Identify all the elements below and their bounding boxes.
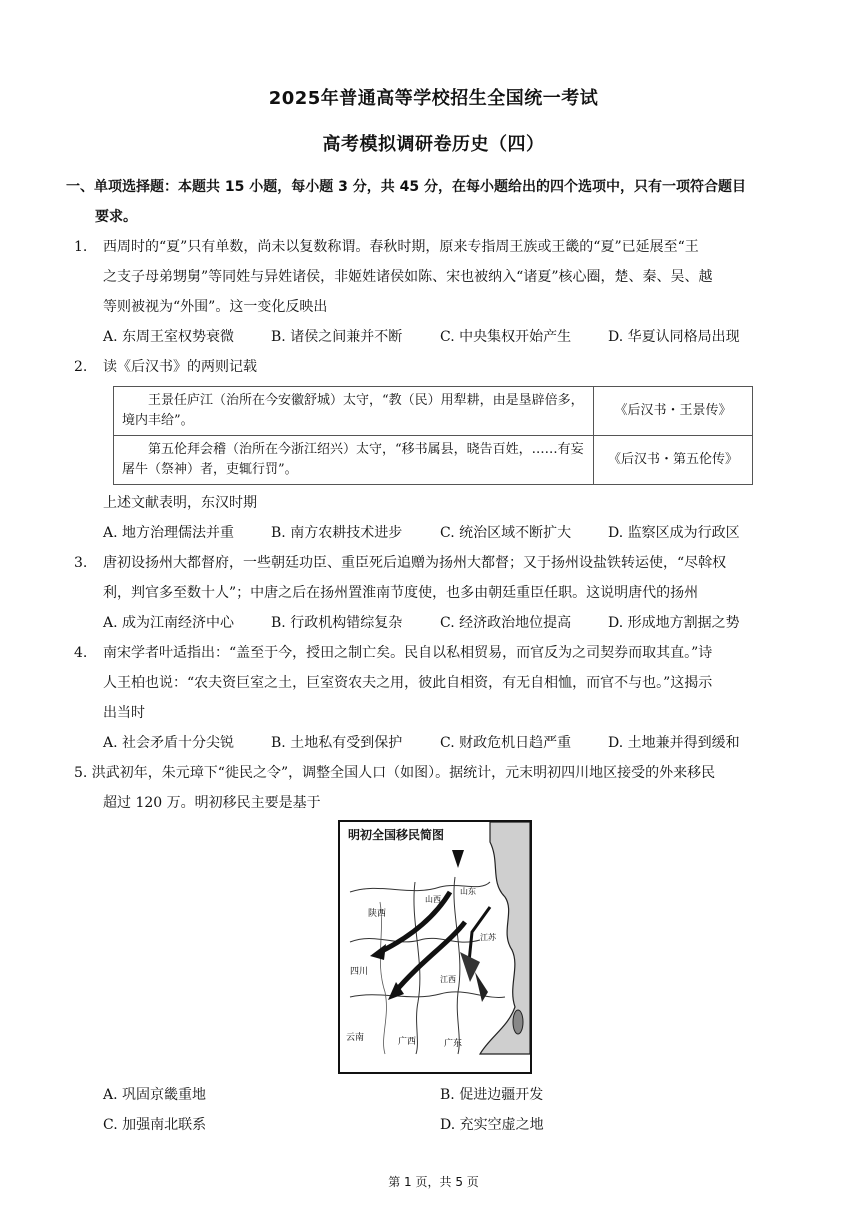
option-b: B. 行政机构错综复杂 — [271, 615, 403, 631]
question-number: 4. — [74, 645, 88, 661]
table-cell-source: 《后汉书・王景传》 — [594, 387, 753, 436]
question-text: 利，判官多至数十人”；中唐之后在扬州置淮南节度使，也多由朝廷重臣任职。这说明唐代的扬州 — [103, 585, 699, 601]
option-b: B. 促进边疆开发 — [440, 1087, 544, 1103]
question-text: 出当时 — [103, 705, 145, 721]
map-label: 云南 — [346, 1033, 365, 1043]
option-c: C. 加强南北联系 — [103, 1117, 207, 1133]
option-a: A. 地方治理儒法并重 — [103, 525, 235, 541]
exam-title: 2025年普通高等学校招生全国统一考试 — [268, 88, 599, 109]
question-text: 超过 120 万。明初移民主要是基于 — [103, 795, 321, 811]
question-number: 2. — [74, 359, 88, 375]
question-text: 之支子母弟甥舅”等同姓与异姓诸侯，非姬姓诸侯如陈、宋也被纳入“诸夏”核心圈，楚、秦、吴、越 — [103, 269, 713, 285]
migration-map — [338, 820, 532, 1074]
question-text: 人王柏也说：“农夫资巨室之土，巨室资农夫之用，彼此自相资，有无自相恤，而官不与也。”这揭示 — [103, 675, 713, 691]
section-heading-cont: 要求。 — [95, 209, 137, 225]
question-text: 唐初设扬州大都督府，一些朝廷功臣、重臣死后追赠为扬州大都督；又于扬州设盐铁转运使，“尽斡权 — [103, 555, 727, 571]
table-cell-source: 《后汉书・第五伦传》 — [594, 436, 753, 485]
option-c: C. 统治区域不断扩大 — [440, 525, 572, 541]
table-cell-text: 王景任庐江（治所在今安徽舒城）太守，“教（民）用犁耕，由是垦辟倍多，境内丰给”。 — [114, 387, 594, 436]
question-text: 上述文献表明，东汉时期 — [103, 495, 257, 511]
option-d: D. 充实空虚之地 — [440, 1117, 544, 1133]
option-c: C. 财政危机日趋严重 — [440, 735, 572, 751]
exam-subtitle: 高考模拟调研卷历史（四） — [322, 134, 545, 155]
map-drawing — [340, 822, 530, 1072]
table-row — [114, 436, 753, 485]
option-b: B. 南方农耕技术进步 — [271, 525, 403, 541]
question-text: 等则被视为“外围”。这一变化反映出 — [103, 299, 328, 315]
option-a: A. 社会矛盾十分尖锐 — [103, 735, 235, 751]
table-row — [114, 387, 753, 436]
question-text: 南宋学者叶适指出：“盖至于今，授田之制亡矣。民自以私相贸易，而官反为之司契券而取其直。”诗 — [103, 645, 713, 661]
option-d: D. 形成地方割据之势 — [608, 615, 740, 631]
question-number: 3. — [74, 555, 88, 571]
option-d: D. 华夏认同格局出现 — [608, 329, 740, 345]
option-c: C. 中央集权开始产生 — [440, 329, 572, 345]
map-label: 山东 — [460, 887, 476, 896]
option-b: B. 土地私有受到保护 — [271, 735, 403, 751]
option-b: B. 诸侯之间兼并不断 — [271, 329, 403, 345]
map-title: 明初全国移民简图 — [348, 828, 445, 842]
section-heading: 一、单项选择题：本题共 15 小题，每小题 3 分，共 45 分，在每小题给出的四个选项中，只有一项符合题目 — [66, 179, 746, 195]
option-d: D. 监察区成为行政区 — [608, 525, 740, 541]
option-a: A. 成为江南经济中心 — [103, 615, 235, 631]
map-label: 山西 — [425, 895, 441, 904]
map-label: 广东 — [444, 1039, 463, 1049]
table-cell-text: 第五伦拜会稽（治所在今浙江绍兴）太守，“移书属县，晓告百姓，……有妄屠牛（祭神）者，吏辄行罚”。 — [114, 436, 594, 485]
map-label: 江西 — [440, 975, 456, 984]
option-c: C. 经济政治地位提高 — [440, 615, 572, 631]
question-text: 西周时的“夏”只有单数，尚未以复数称谓。春秋时期，原来专指周王族或王畿的“夏”已延展至“王 — [103, 239, 699, 255]
map-label: 江苏 — [480, 933, 496, 942]
question-text: 读《后汉书》的两则记载 — [103, 359, 257, 375]
page-footer: 第 1 页，共 5 页 — [388, 1175, 479, 1189]
option-a: A. 东周王室权势衰微 — [103, 329, 235, 345]
option-d: D. 土地兼并得到缓和 — [608, 735, 740, 751]
map-label: 四川 — [350, 967, 369, 977]
map-label: 广西 — [398, 1037, 417, 1047]
question-text: 5. 洪武初年，朱元璋下“徙民之令”，调整全国人口（如图）。据统计，元末明初四川地区接受的外来移民 — [74, 765, 716, 781]
map-label: 陕西 — [368, 909, 387, 919]
option-a: A. 巩固京畿重地 — [103, 1087, 207, 1103]
question-number: 1. — [74, 239, 88, 255]
source-table — [113, 386, 753, 485]
